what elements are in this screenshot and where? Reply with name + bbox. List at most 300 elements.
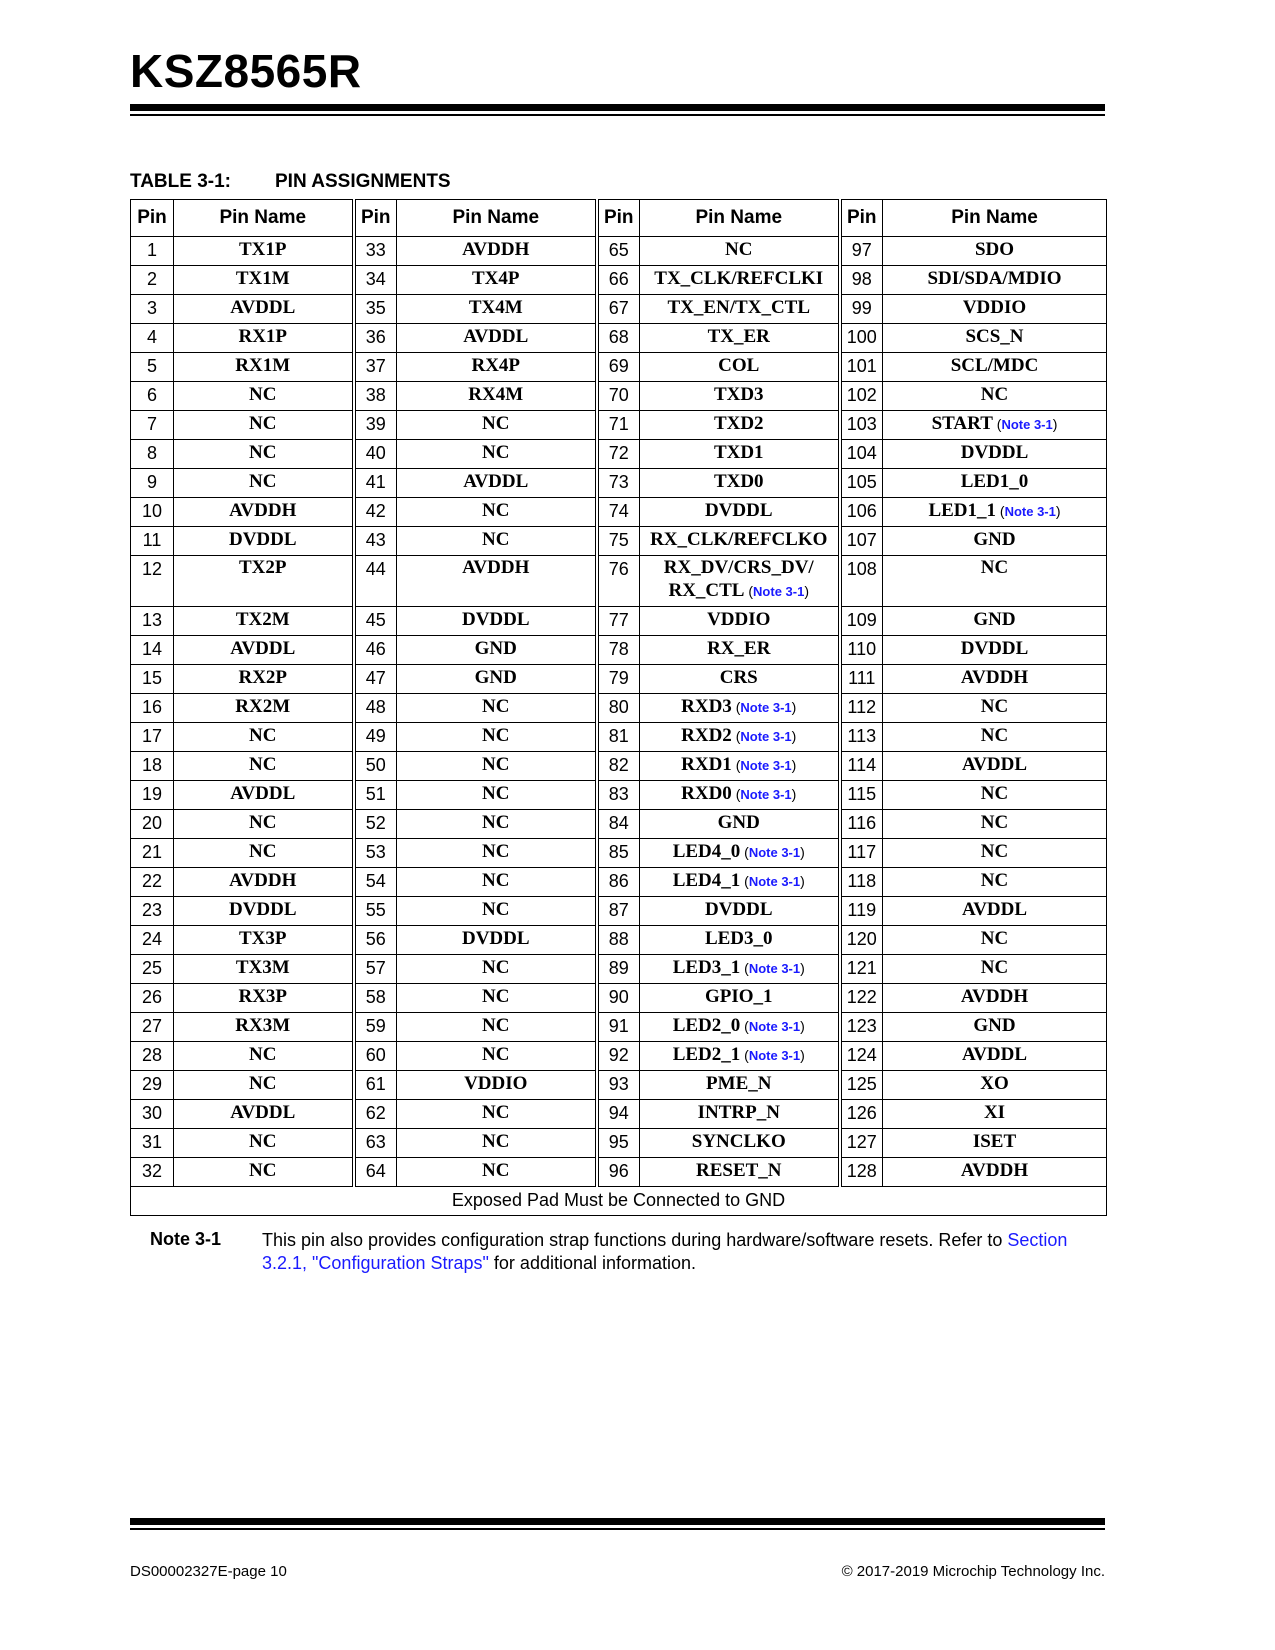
pin-name-text: TX4P	[472, 268, 520, 289]
pin-number: 74	[597, 498, 640, 527]
pin-number: 73	[597, 469, 640, 498]
pin-name	[174, 636, 354, 665]
table-header-row	[131, 200, 1107, 237]
pin-name-text: RX_CLK/REFCLKO	[650, 529, 828, 550]
pin-name	[397, 781, 597, 810]
pin-number: 7	[131, 411, 174, 440]
note-text	[262, 1229, 1107, 1275]
pin-number: 119	[840, 897, 883, 926]
pin-number: 108	[840, 556, 883, 607]
pin-name-text: AVDDH	[960, 1160, 1029, 1181]
pin-number: 58	[354, 984, 397, 1013]
pin-name-text: NC	[482, 754, 510, 775]
pin-name-text: TX_ER	[707, 326, 770, 347]
note-link[interactable]: Note 3-1	[748, 961, 801, 976]
pin-number: 55	[354, 897, 397, 926]
pin-name	[174, 527, 354, 556]
pin-name-text: DVDDL	[704, 500, 773, 521]
note-link[interactable]: Note 3-1	[740, 700, 792, 715]
pin-name-text: NC	[482, 957, 510, 978]
pin-name	[883, 781, 1107, 810]
pin-name	[397, 839, 597, 868]
pin-name	[640, 353, 840, 382]
note-link[interactable]: Note 3-1	[748, 845, 801, 860]
pin-name	[883, 295, 1107, 324]
pin-number: 81	[597, 723, 640, 752]
table-row	[131, 527, 1107, 556]
pin-name	[640, 266, 840, 295]
pin-name	[883, 984, 1107, 1013]
pin-name-text: SCL/MDC	[950, 355, 1039, 376]
header-rule-thick	[130, 104, 1105, 111]
pin-name-text: COL	[718, 355, 760, 376]
note-reference: (Note 3-1)	[731, 757, 797, 773]
pin-name-text: RXD1	[681, 754, 732, 775]
pin-number: 62	[354, 1100, 397, 1129]
pin-name	[397, 984, 597, 1013]
pin-name-text: AVDDL	[230, 783, 296, 804]
pin-name	[397, 527, 597, 556]
pin-number: 6	[131, 382, 174, 411]
pin-number: 95	[597, 1129, 640, 1158]
pin-name-text: NC	[980, 783, 1009, 804]
pin-name-text: RX1P	[238, 326, 288, 347]
pin-name-text: NC	[980, 870, 1009, 891]
pin-name-text: NC	[249, 413, 277, 434]
pin-name	[397, 868, 597, 897]
pin-name	[883, 324, 1107, 353]
pin-name	[640, 324, 840, 353]
pin-name	[174, 237, 354, 266]
pin-number: 121	[840, 955, 883, 984]
header-rule-thin	[130, 114, 1105, 116]
pin-name-text: NC	[249, 754, 277, 775]
pin-name-text: DVDDL	[461, 928, 530, 949]
pin-number: 30	[131, 1100, 174, 1129]
pin-number: 28	[131, 1042, 174, 1071]
note-reference: (Note 3-1)	[731, 728, 797, 744]
pin-number: 123	[840, 1013, 883, 1042]
table-row	[131, 694, 1107, 723]
pin-name	[174, 353, 354, 382]
pin-name-text: NC	[980, 725, 1009, 746]
pin-number: 17	[131, 723, 174, 752]
pin-number: 76	[597, 556, 640, 607]
pin-name-text: AVDDH	[462, 239, 530, 260]
col-header-pin-name: Pin Name	[640, 200, 840, 237]
table-row	[131, 440, 1107, 469]
pin-name-text: AVDDL	[961, 1044, 1028, 1065]
pin-name-text: NC	[249, 1160, 277, 1181]
pin-name-text: XO	[980, 1073, 1009, 1094]
pin-name	[883, 440, 1107, 469]
pin-name	[640, 607, 840, 636]
pin-name	[174, 411, 354, 440]
pin-name	[397, 295, 597, 324]
pin-name-text: LED3_0	[704, 928, 773, 949]
pin-name-text: NC	[980, 957, 1009, 978]
pin-number: 46	[354, 636, 397, 665]
note-link[interactable]: Note 3-1	[740, 758, 792, 773]
pin-number: 97	[840, 237, 883, 266]
pin-number: 24	[131, 926, 174, 955]
pin-number: 126	[840, 1100, 883, 1129]
pin-name-text: NC	[482, 696, 510, 717]
pin-name	[883, 353, 1107, 382]
pin-name-text: RX_ER	[707, 638, 771, 659]
pin-name	[397, 324, 597, 353]
pin-name-text: NC	[249, 725, 277, 746]
pin-number: 122	[840, 984, 883, 1013]
pin-number: 127	[840, 1129, 883, 1158]
pin-name	[883, 556, 1107, 607]
pin-name-text: AVDDH	[229, 500, 297, 521]
pin-name	[174, 665, 354, 694]
pin-name	[883, 897, 1107, 926]
pin-name	[397, 1042, 597, 1071]
pin-name	[174, 723, 354, 752]
pin-number: 118	[840, 868, 883, 897]
pin-number: 27	[131, 1013, 174, 1042]
pin-name-text: VDDIO	[707, 609, 771, 630]
pin-name	[640, 810, 840, 839]
pin-number: 115	[840, 781, 883, 810]
pin-number: 42	[354, 498, 397, 527]
note-text-after: for additional information.	[488, 1253, 697, 1273]
pin-number: 3	[131, 295, 174, 324]
pin-name	[397, 607, 597, 636]
pin-name-text: DVDDL	[960, 442, 1029, 463]
pin-name-text: NC	[482, 841, 510, 862]
pin-number: 44	[354, 556, 397, 607]
pin-number: 14	[131, 636, 174, 665]
table-row	[131, 382, 1107, 411]
pin-number: 26	[131, 984, 174, 1013]
pin-name	[174, 1100, 354, 1129]
pin-name-text: AVDDL	[230, 297, 296, 318]
pin-name	[397, 237, 597, 266]
pin-name-text: RX1M	[235, 355, 291, 376]
exposed-pad-row	[131, 1187, 1107, 1216]
pin-number: 15	[131, 665, 174, 694]
note-link[interactable]: Note 3-1	[740, 729, 792, 744]
pin-name	[883, 1071, 1107, 1100]
pin-number: 77	[597, 607, 640, 636]
pin-number: 68	[597, 324, 640, 353]
pin-name	[883, 1158, 1107, 1187]
pin-name	[397, 636, 597, 665]
note-reference: (Note 3-1)	[740, 1018, 805, 1034]
pin-number: 90	[597, 984, 640, 1013]
pin-name-text: CRS	[719, 667, 758, 688]
pin-name-text: LED4_1	[672, 870, 741, 891]
table-title: PIN ASSIGNMENTS	[275, 171, 451, 192]
pin-number: 78	[597, 636, 640, 665]
pin-number: 85	[597, 839, 640, 868]
pin-name-text: TX1P	[239, 239, 287, 260]
pin-number: 65	[597, 237, 640, 266]
pin-name	[640, 665, 840, 694]
pin-name-text: XI	[983, 1102, 1006, 1123]
pin-name	[640, 527, 840, 556]
pin-name-text: SDI/SDA/MDIO	[927, 268, 1062, 289]
pin-name	[883, 469, 1107, 498]
pin-number: 120	[840, 926, 883, 955]
pin-name-text: GND	[717, 812, 760, 833]
pin-number: 20	[131, 810, 174, 839]
pin-name-text: NC	[482, 1102, 510, 1123]
pin-name-text: AVDDH	[960, 667, 1029, 688]
pin-number: 101	[840, 353, 883, 382]
table-row	[131, 1042, 1107, 1071]
pin-name-text: NC	[980, 841, 1009, 862]
pin-number: 67	[597, 295, 640, 324]
pin-name	[640, 694, 840, 723]
pin-number: 116	[840, 810, 883, 839]
pin-name-text: LED4_0	[672, 841, 741, 862]
pin-name	[174, 1129, 354, 1158]
pin-number: 88	[597, 926, 640, 955]
note-text-before: This pin also provides configuration strap functions during hardware/software resets. Refer to	[262, 1230, 1008, 1250]
pin-name-text: TX2P	[239, 557, 287, 578]
pin-name	[174, 926, 354, 955]
note-link[interactable]: Note 3-1	[1004, 504, 1056, 519]
pin-name	[640, 382, 840, 411]
pin-number: 13	[131, 607, 174, 636]
pin-number: 59	[354, 1013, 397, 1042]
pin-number: 128	[840, 1158, 883, 1187]
pin-number: 103	[840, 411, 883, 440]
pin-number: 23	[131, 897, 174, 926]
pin-name-text: GND	[474, 667, 517, 688]
table-row	[131, 752, 1107, 781]
col-header-pin: Pin	[840, 200, 883, 237]
pin-number: 25	[131, 955, 174, 984]
pin-name	[640, 1071, 840, 1100]
table-row	[131, 295, 1107, 324]
pin-name	[397, 411, 597, 440]
pin-number: 32	[131, 1158, 174, 1187]
table-row	[131, 556, 1107, 607]
pin-name	[883, 527, 1107, 556]
pin-number: 86	[597, 868, 640, 897]
pin-number: 99	[840, 295, 883, 324]
table-row	[131, 839, 1107, 868]
pin-number: 114	[840, 752, 883, 781]
pin-number: 87	[597, 897, 640, 926]
pin-number: 83	[597, 781, 640, 810]
pin-name	[640, 411, 840, 440]
pin-name	[174, 694, 354, 723]
pin-name	[397, 665, 597, 694]
pin-number: 89	[597, 955, 640, 984]
pin-name-text: GND	[973, 1015, 1016, 1036]
pin-name	[640, 237, 840, 266]
pin-number: 125	[840, 1071, 883, 1100]
pin-name	[397, 1100, 597, 1129]
col-header-pin-name: Pin Name	[883, 200, 1107, 237]
pin-number: 110	[840, 636, 883, 665]
pin-name-text: LED3_1	[672, 957, 741, 978]
table-row	[131, 498, 1107, 527]
pin-name	[883, 723, 1107, 752]
footer-rule-thin	[130, 1528, 1105, 1530]
pin-name-text: NC	[980, 696, 1009, 717]
pin-number: 10	[131, 498, 174, 527]
pin-table-body	[131, 237, 1107, 1187]
note-reference: (Note 3-1)	[731, 699, 797, 715]
pin-name-text: TX2M	[235, 609, 290, 630]
pin-number: 8	[131, 440, 174, 469]
pin-number: 60	[354, 1042, 397, 1071]
pin-name-text: TXD1	[713, 442, 764, 463]
pin-number: 11	[131, 527, 174, 556]
table-row	[131, 781, 1107, 810]
table-row	[131, 926, 1107, 955]
note-reference: (Note 3-1)	[740, 960, 805, 976]
pin-name-text: GND	[973, 529, 1016, 550]
table-row	[131, 411, 1107, 440]
pin-name-text: RXD2	[681, 725, 732, 746]
note-link[interactable]: Note 3-1	[740, 787, 792, 802]
pin-name-text: TX3M	[235, 957, 290, 978]
pin-name	[174, 810, 354, 839]
pin-number: 34	[354, 266, 397, 295]
document-title: KSZ8565R	[130, 45, 362, 97]
pin-name	[640, 556, 840, 607]
table-row	[131, 897, 1107, 926]
section-link[interactable]: Section 3.2.1, "Configuration Straps"	[262, 1230, 1068, 1273]
table-row	[131, 324, 1107, 353]
pin-name-text: NC	[482, 783, 510, 804]
pin-number: 16	[131, 694, 174, 723]
pin-number: 70	[597, 382, 640, 411]
pin-name	[397, 810, 597, 839]
pin-name-text: NC	[980, 812, 1009, 833]
pin-name	[640, 1129, 840, 1158]
pin-name	[883, 1100, 1107, 1129]
pin-name-text: NC	[482, 986, 510, 1007]
pin-name	[883, 266, 1107, 295]
pin-name-text: NC	[482, 529, 510, 550]
pin-name-text: DVDDL	[461, 609, 530, 630]
pin-name	[174, 440, 354, 469]
pin-number: 75	[597, 527, 640, 556]
pin-number: 22	[131, 868, 174, 897]
pin-name-text: TXD3	[713, 384, 764, 405]
table-number: TABLE 3-1:	[130, 171, 231, 192]
pin-assignments-table	[130, 199, 1107, 1216]
pin-name	[174, 382, 354, 411]
pin-name	[397, 440, 597, 469]
pin-number: 93	[597, 1071, 640, 1100]
pin-number: 106	[840, 498, 883, 527]
pin-number: 104	[840, 440, 883, 469]
pin-name	[174, 984, 354, 1013]
pin-number: 19	[131, 781, 174, 810]
pin-name-text: TX3P	[239, 928, 287, 949]
pin-number: 1	[131, 237, 174, 266]
pin-name-text: TX_CLK/REFCLKI	[654, 268, 824, 289]
pin-name	[640, 498, 840, 527]
pin-number: 69	[597, 353, 640, 382]
table-row	[131, 353, 1107, 382]
pin-name-text: AVDDL	[230, 638, 296, 659]
col-header-pin: Pin	[354, 200, 397, 237]
table-row	[131, 1100, 1107, 1129]
pin-name	[883, 810, 1107, 839]
pin-number: 111	[840, 665, 883, 694]
pin-name-text: INTRP_N	[697, 1102, 780, 1123]
pin-name	[640, 636, 840, 665]
pin-name	[883, 868, 1107, 897]
pin-number: 9	[131, 469, 174, 498]
pin-number: 63	[354, 1129, 397, 1158]
pin-name-text-line2: RX_CTL	[668, 580, 745, 601]
note-link[interactable]: Note 3-1	[1001, 417, 1053, 432]
pin-name	[883, 955, 1107, 984]
note-reference: (Note 3-1)	[740, 1047, 805, 1063]
table-row	[131, 237, 1107, 266]
note-link[interactable]: Note 3-1	[748, 1048, 801, 1063]
pin-number: 80	[597, 694, 640, 723]
note-link[interactable]: Note 3-1	[748, 1019, 801, 1034]
pin-name	[174, 1013, 354, 1042]
pin-name-text: AVDDL	[961, 899, 1028, 920]
pin-number: 18	[131, 752, 174, 781]
pin-name	[174, 955, 354, 984]
pin-name	[397, 694, 597, 723]
pin-name	[397, 382, 597, 411]
note-reference: (Note 3-1)	[992, 416, 1058, 432]
pin-name	[174, 607, 354, 636]
pin-number: 100	[840, 324, 883, 353]
pin-name-text: NC	[482, 1044, 510, 1065]
pin-name-text: LED2_1	[672, 1044, 741, 1065]
pin-number: 37	[354, 353, 397, 382]
pin-number: 102	[840, 382, 883, 411]
pin-name-text: GND	[474, 638, 517, 659]
pin-name-text: NC	[482, 500, 510, 521]
pin-name	[174, 839, 354, 868]
table-row	[131, 1013, 1107, 1042]
pin-name	[640, 440, 840, 469]
pin-number: 2	[131, 266, 174, 295]
pin-number: 94	[597, 1100, 640, 1129]
pin-number: 49	[354, 723, 397, 752]
pin-name-text: NC	[249, 1044, 277, 1065]
note-link[interactable]: Note 3-1	[753, 584, 805, 599]
pin-name-text: NC	[249, 384, 277, 405]
note-reference: (Note 3-1)	[996, 503, 1061, 519]
pin-number: 56	[354, 926, 397, 955]
pin-number: 105	[840, 469, 883, 498]
pin-number: 45	[354, 607, 397, 636]
pin-number: 91	[597, 1013, 640, 1042]
pin-name	[397, 1158, 597, 1187]
pin-name	[174, 752, 354, 781]
pin-name-text: NC	[249, 812, 277, 833]
note-link[interactable]: Note 3-1	[748, 874, 801, 889]
pin-name-text: AVDDH	[462, 557, 530, 578]
table-row	[131, 469, 1107, 498]
pin-number: 84	[597, 810, 640, 839]
pin-name-text: AVDDL	[463, 326, 529, 347]
pin-name	[883, 1129, 1107, 1158]
pin-name-text: NC	[482, 725, 510, 746]
pin-name-text: NC	[249, 471, 277, 492]
pin-name-text: TXD0	[713, 471, 764, 492]
